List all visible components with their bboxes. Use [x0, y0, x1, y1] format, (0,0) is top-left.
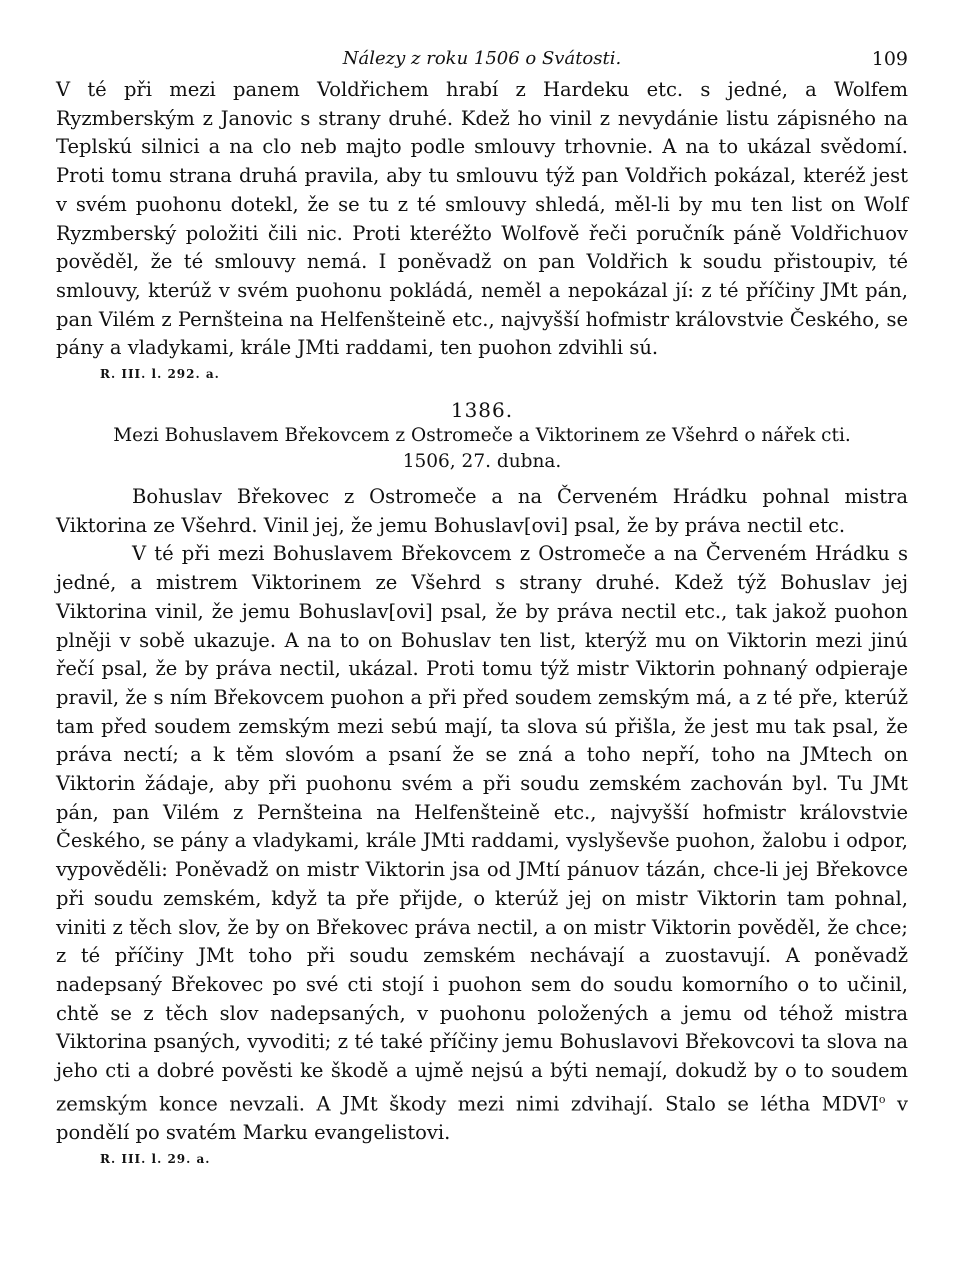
entry-title: Mezi Bohuslavem Břekovcem z Ostromeče a Viktorinem ze Všehrd o nářek cti.	[113, 425, 851, 447]
page-number: 109	[871, 48, 908, 70]
entry-body-dating: v pondělí po svatém Marku evangelistovi.	[56, 1092, 909, 1144]
running-header	[56, 44, 908, 76]
running-title: Nálezy z roku 1506 o Svátosti.	[342, 48, 622, 69]
entry-body-superscript: o	[878, 1092, 886, 1106]
previous-entry-paragraph: V té při mezi panem Voldřichem hrabí z Hardeku etc. s jedné, a Wolfem Ryzmberským z Janovic s strany druhé. Kdež ho vinil z nevydánie listu zápisného na Teplskú silnici a na clo neb majto podle smlouvy trhovnie. A na to ukázal svědomí. Proti tomu strana druhá pravila, aby tu smlouvu týž pan Voldřich pokázal, kteréž jest v svém puohonu dotekl, že se tu z té smlouvy shledá, měl-li by mu ten list on Wolf Ryzmberský položiti čili nic. Proti kteréžto Wolfově řeči poručník páně Voldřichuov pověděl, že té smlouvy nemá. I poněvadž on pan Voldřich k soudu přistoupiv, té smlouvy, kterúž v svém puohonu pokládá, neměl a nepokázal jí: z té příčiny JMt pán, pan Vilém z Pernšteina na Helfenšteině etc., najvyšší hofmistr královstvie Českého, se pány a vladykami, krále JMti raddami, ten puohon zdvihli sú.	[56, 78, 908, 360]
entry-heading	[56, 397, 908, 475]
entry-summary: Bohuslav Břekovec z Ostromeče a na Červeném Hrádku pohnal mistra Viktorina ze Všehrd. Vinil jej, že jemu Bohuslav[ovi] psal, že by práva nectil etc.	[56, 485, 908, 537]
entry-number: 1386.	[450, 398, 514, 423]
previous-entry-reference: R. III. l. 292. a.	[100, 367, 220, 382]
entry-date: 1506, 27. dubna.	[402, 451, 562, 473]
entry-body-text: V té při mezi Bohuslavem Břekovcem z Ostromeče a na Červeném Hrádku s jedné, a mistrem Viktorinem ze Všehrd s strany druhé. Kdež týž Bohuslav jej Viktorina vinil, že jemu Bohuslav[ovi] psal, že by práva nectil etc., tak jakož puohon plněji v sobě ukazuje. A na to on Bohuslav ten list, kterýž mu on Viktorin mezi jinú řečí psal, že by práva nectil, ukázal. Proti tomu týž mistr Viktorin pohnaný odpieraje pravil, že s ním Břekovcem puohon a při před soudem zemským má, a z té pře, kterúž tam před soudem zemským mezi sebú mají, ta slova sú přišla, že jest mu tak psal, že práva nectí; a k těm slovóm a psaní že se zná a toho nepří, toho na JMtech on Viktorin žádaje, aby při puohonu svém a při soudu zemském zachován byl. Tu JMt pán, pan Vilém z Pernšteina na Helfenšteině etc., najvyšší hofmistr královstvie Českého, se pány a vladykami, krále JMti raddami, vyslyševše puohon, žalobu i odpor, vypověděli: Poněvadž on mistr Viktorin jsa od JMtí pánuov tázán, chce-li jej Břekovce při soudu zemském, když ta pře přijde, o kterúž jej on mistr Viktorin tam pohnal, viniti z těch slov, že by on Břekovec práva nectil, a on mistr Viktorin pověděl, že chce; z té příčiny JMt toho při soudu zemském nechávají a zuostavují. A poněvadž nadepsaný Břekovec po své cti stojí i puohon sem do soudu komorního o to učinil, chtě se z těch slov nadepsaných, v puohonu položených a jemu od téhož mistra Viktorina psaných, vyvoditi; z té také příčiny jemu Bohuslavovi Břekovcovi ta slova na jeho cti a dobré pověsti ke škodě a ujmě nejsú a býti nemají, dokudž by o to soudem zemským konce nevzali. A JMt škody mezi nimi zdvihají. Stalo se létha MDVI	[56, 542, 908, 1116]
document-page	[56, 44, 908, 1166]
entry-body	[56, 540, 908, 1147]
entry-reference: R. III. l. 29. a.	[100, 1151, 211, 1166]
